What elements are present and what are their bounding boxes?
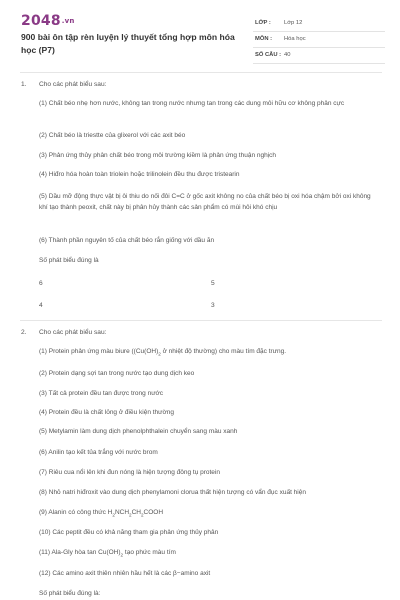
meta-value: 40 (284, 52, 291, 58)
q2-statement-5: (5) Metylamin làm dung dịch phenolphthalein chuyển sang màu xanh (39, 428, 238, 435)
logo-text: 2048 (21, 13, 61, 29)
q2-statement-11: (11) Ala-Gly hòa $\tan Cu(OH)_2$ tạo phức màu tím (39, 549, 176, 558)
meta-value: Hóa học (284, 36, 306, 42)
q1-option-c[interactable]: 4 (39, 302, 43, 309)
q2-statement-1: (1) Protein phản ứng màu biure (($Cu(OH)_2$ ở nhiệt độ thường) cho màu tím đặc trưng. (39, 348, 287, 357)
q1-statement-3: (3) Phản ứng thủy phân chất béo trong môi trường kiềm là phản ứng thuận nghịch (39, 152, 277, 159)
question-1-prompt: Cho các phát biểu sau: (39, 81, 107, 88)
meta-table (253, 16, 385, 64)
meta-key: SỐ CÂU : (255, 52, 282, 58)
q1-statement-6: (6) Thành phần nguyên tố của chất béo rắn giống với dầu ăn (39, 237, 215, 244)
q1-ask: Số phát biểu đúng là (39, 257, 99, 264)
q2-ask: Số phát biểu đúng là: (39, 590, 101, 597)
q2-statement-2: (2) Protein dạng sợi tan trong nước tạo dung dịch keo (39, 370, 195, 377)
q1-statement-1: (1) Chất béo nhẹ hơn nước, không tan trong nước nhưng tan trong các dung môi hữu cơ không phân cực (39, 100, 345, 107)
question-2-prompt: Cho các phát biểu sau: (39, 329, 107, 336)
q2-statement-8: (8) Nhỏ natri hiđroxit vào dung dịch phenylamoni clorua thất hiện tượng có vẩn đục xuất hiện (39, 489, 306, 496)
meta-value: Lớp 12 (284, 20, 303, 26)
q2-statement-7: (7) Riêu cua nổi lên khi đun nóng là hiện tượng đông tụ protein (39, 469, 220, 476)
q2-statement-3: (3) Tất cả protein đều tan được trong nước (39, 390, 164, 397)
site-logo[interactable] (21, 13, 75, 29)
q2-statement-10: (10) Các peptit đều có khả năng tham gia phản ứng thủy phân (39, 529, 219, 536)
meta-key: MÔN : (255, 36, 273, 42)
q1-option-a[interactable]: 6 (39, 280, 43, 287)
q1-option-d[interactable]: 3 (211, 302, 215, 309)
q1-statement-4: (4) Hiđro hóa hoàn toàn triolein hoặc trilinolein đều thu được tristearin (39, 171, 240, 178)
q1-statement-5: (5) Dầu mỡ động thực vật bị ôi thiu do nối đôi C=C ở gốc axit không no của chất béo bị oxi hóa chậm bởi oxi không khí tạo thành peoxit, chất này bị phân hủy thành các sản phẩm có mùi hôi khó chịu (39, 193, 371, 211)
q2-statement-9: (9) Alanin có công thức $H_2NCH_2CH_2COOH$ (39, 509, 164, 518)
document-title: 900 bài ôn tập rèn luyện lý thuyết tổng hợp môn hóa học (P7) (21, 32, 235, 55)
question-divider (20, 320, 382, 321)
logo-suffix: .vn (61, 17, 75, 25)
meta-row-grade (253, 16, 385, 32)
meta-key: LỚP : (255, 20, 271, 26)
q2-statement-12: (12) Các amino axit thiên nhiên hầu hết là các β−amino axit (39, 570, 211, 577)
header-divider (20, 72, 382, 73)
meta-row-subject (253, 32, 385, 48)
question-1-number: 1. (21, 81, 27, 88)
question-2-number: 2. (21, 329, 27, 336)
q2-statement-6: (6) Anilin tạo kết tủa trắng với nước brom (39, 449, 158, 456)
q1-statement-2: (2) Chất béo là triestte của glixerol với các axit béo (39, 132, 186, 139)
meta-row-count (253, 48, 385, 64)
q2-statement-4: (4) Protein đều là chất lỏng ở điều kiện thường (39, 409, 175, 416)
q1-option-b[interactable]: 5 (211, 280, 215, 287)
